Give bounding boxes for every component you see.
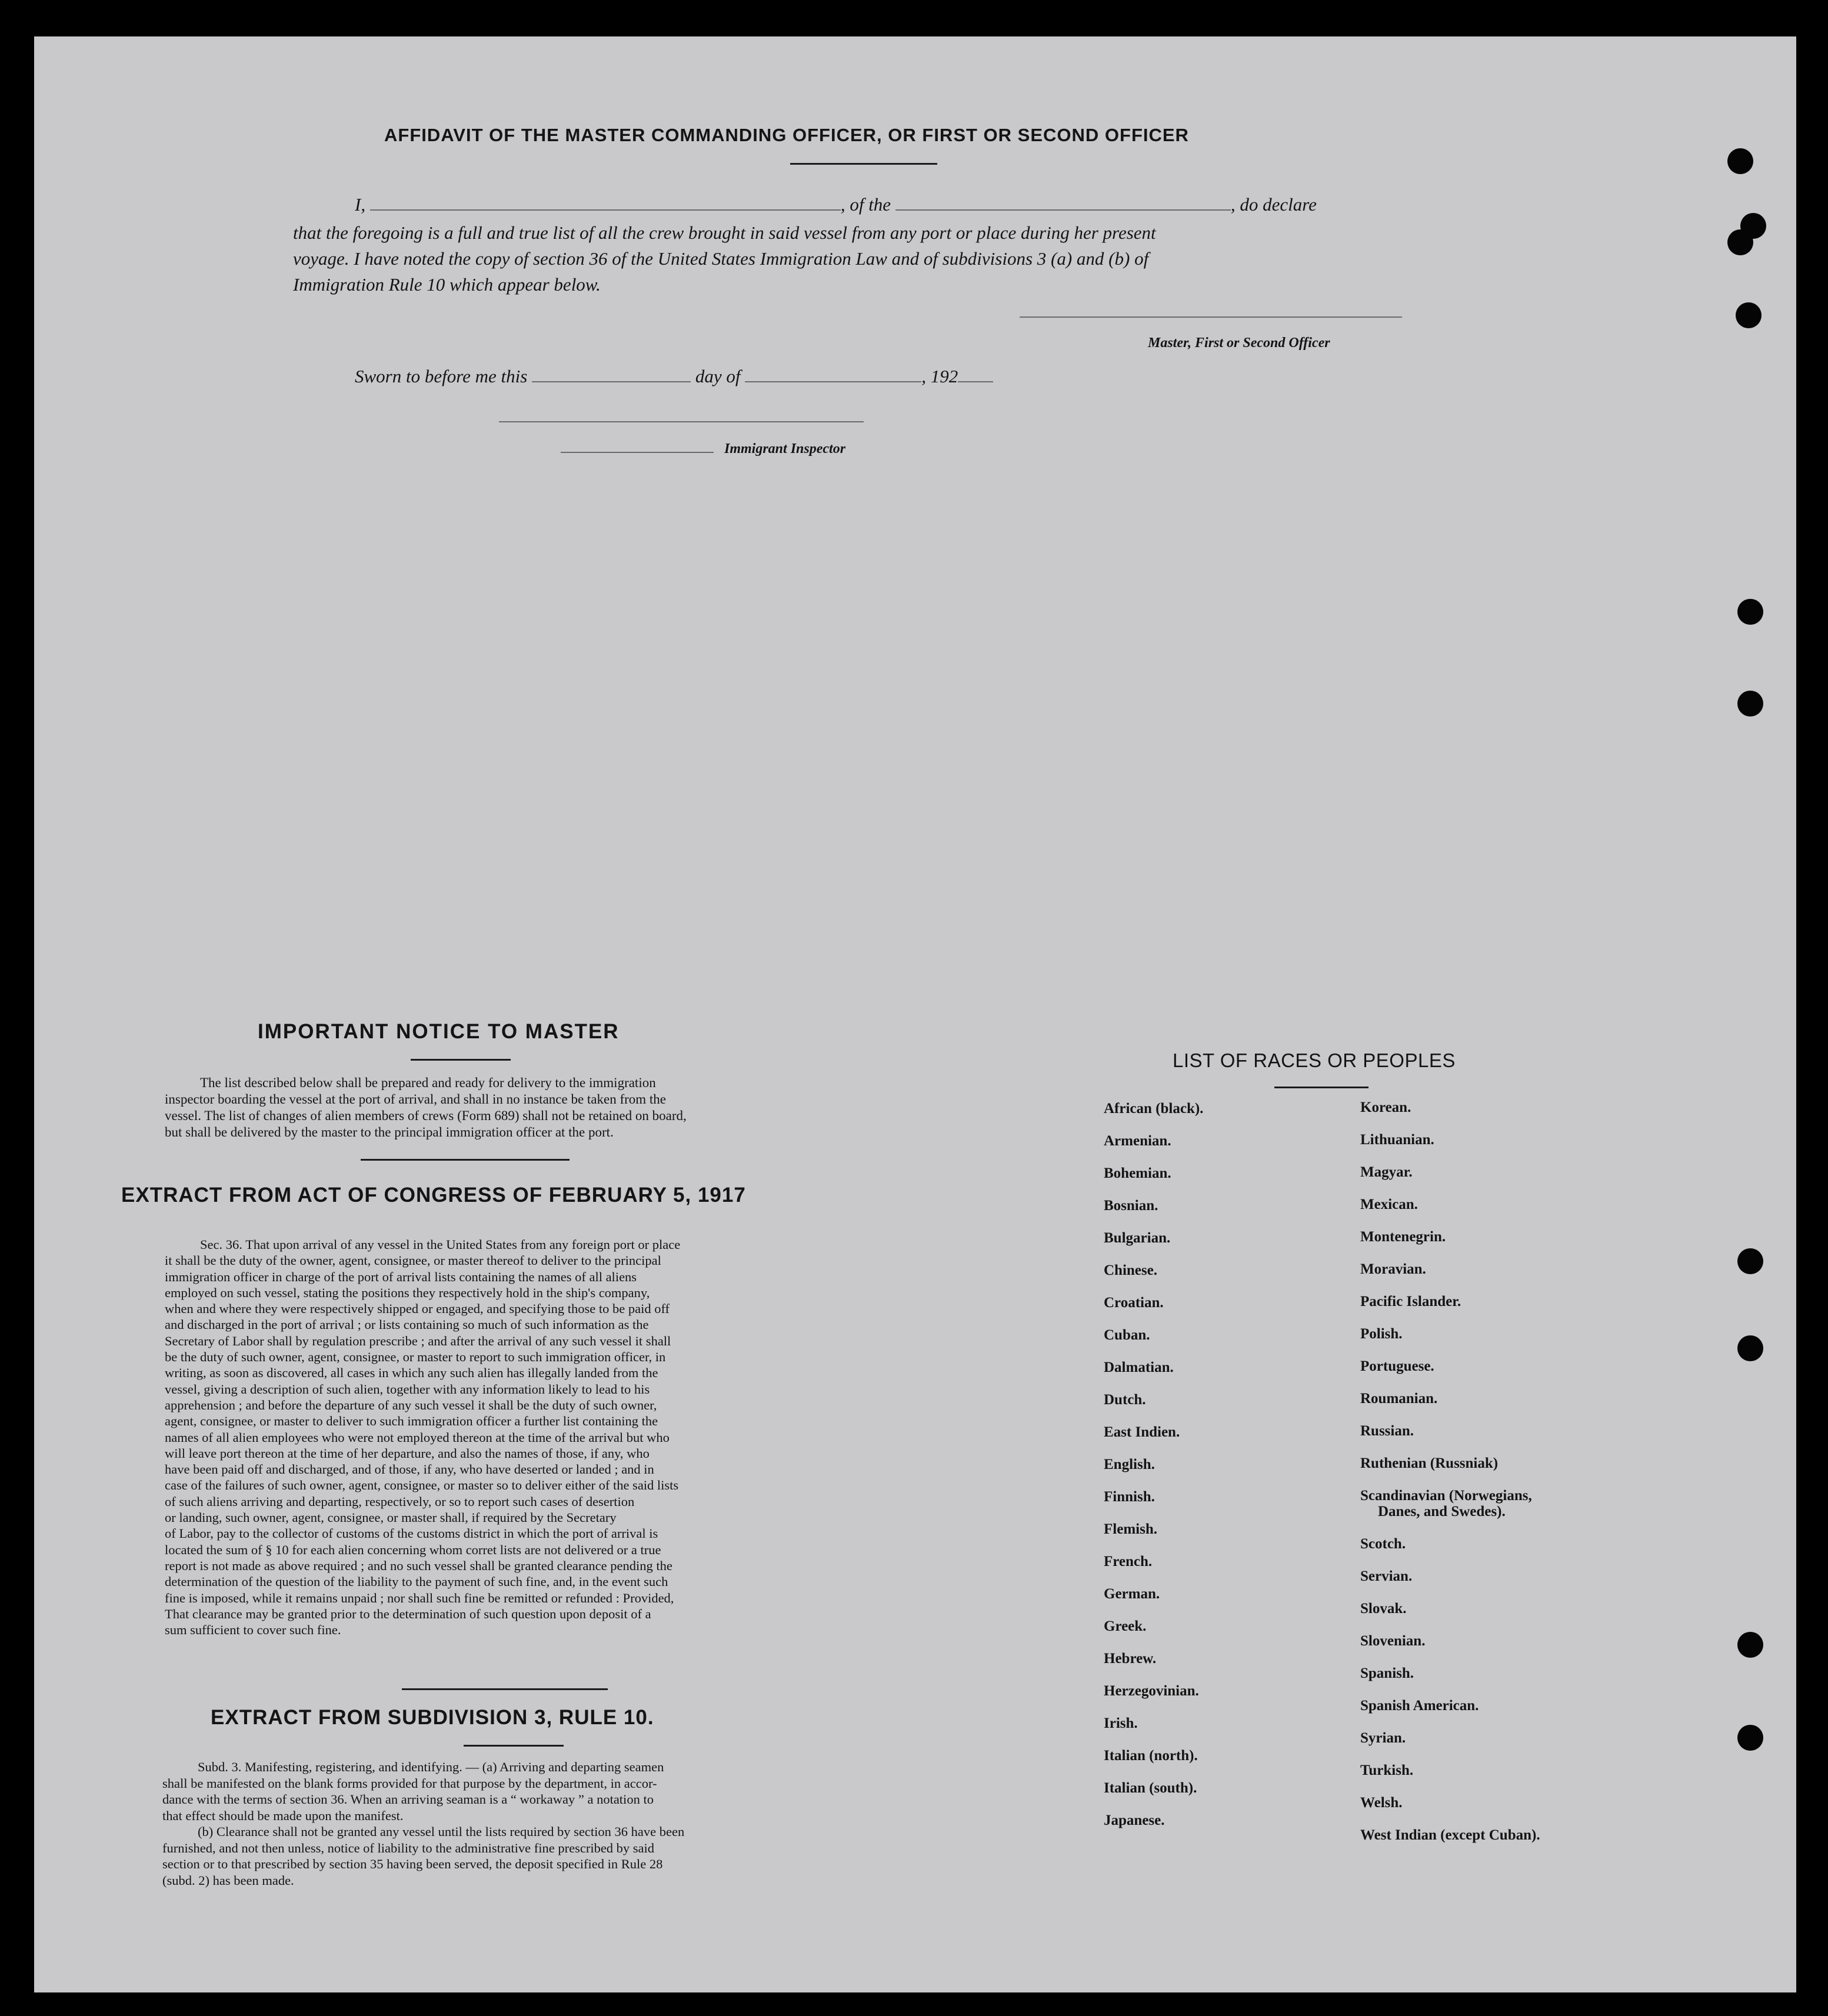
act-line: of such aliens arriving and departing, respectively, or so to report such cases of desertion	[165, 1494, 635, 1509]
act-text	[165, 1237, 841, 1638]
race-item: Turkish.	[1360, 1762, 1414, 1778]
race-item: Finnish.	[1104, 1489, 1155, 1505]
year-field	[958, 367, 993, 382]
act-rule	[402, 1688, 608, 1690]
race-item: Hebrew.	[1104, 1651, 1157, 1667]
month-field	[745, 367, 921, 382]
declaration-line	[355, 194, 1531, 215]
notice-title-rule	[411, 1059, 511, 1061]
act-line: immigration officer in charge of the port of arrival lists containing the names of all aliens	[165, 1269, 637, 1284]
body-line: that the foregoing is a full and true list of all the crew brought in said vessel from any port or place during her present	[293, 222, 1156, 243]
punch-hole	[1737, 599, 1763, 625]
races-title: LIST OF RACES OR PEOPLES	[1173, 1049, 1456, 1071]
race-item: Chinese.	[1104, 1262, 1157, 1278]
race-item: Croatian.	[1104, 1295, 1164, 1311]
act-line: and discharged in the port of arrival ; or lists containing so much of such information as the	[165, 1317, 649, 1332]
rule-line: section or to that prescribed by section 35 having been served, the deposit specified in Rule 28	[162, 1857, 663, 1871]
punch-hole	[1737, 1248, 1763, 1274]
race-item: Herzegovinian.	[1104, 1683, 1199, 1699]
race-item: English.	[1104, 1457, 1155, 1472]
race-item: Cuban.	[1104, 1327, 1150, 1343]
body-line: voyage. I have noted the copy of section 36 of the United States Immigration Law and of subdivisions 3 (a) and (b) of	[293, 248, 1149, 269]
notice-title: IMPORTANT NOTICE TO MASTER	[258, 1020, 620, 1043]
vessel-field	[895, 195, 1231, 211]
act-line: will leave port thereon at the time of her departure, and also the names of those, if any, who	[165, 1445, 650, 1461]
race-item: Polish.	[1360, 1326, 1403, 1342]
day-field	[532, 367, 691, 382]
act-line: report is not made as above required ; and no such vessel shall be granted clearance pending the	[165, 1558, 672, 1573]
punch-hole	[1727, 148, 1753, 174]
act-line: apprehension ; and before the departure of any such vessel it shall be the duty of such owner,	[165, 1397, 657, 1412]
race-item: Portuguese.	[1360, 1358, 1434, 1374]
race-item-continued: Danes, and Swedes).	[1378, 1504, 1506, 1520]
act-line: employed on such vessel, stating the positions they respectively hold in the ship's company,	[165, 1285, 650, 1300]
act-line: of Labor, pay to the collector of customs of the customs district in which the port of arrival is	[165, 1526, 658, 1541]
document-sheet	[34, 36, 1796, 1992]
notice-line: but shall be delivered by the master to the principal immigration officer at the port.	[165, 1125, 614, 1139]
races-right-column	[1360, 1099, 1643, 1859]
race-item: French.	[1104, 1554, 1153, 1570]
act-line: fine is imposed, while it remains unpaid ; nor shall such fine be remitted or refunded : Provided,	[165, 1590, 674, 1605]
race-item: Moravian.	[1360, 1261, 1426, 1277]
race-item: German.	[1104, 1586, 1160, 1602]
sworn-label: Sworn to before me this	[355, 366, 528, 386]
race-item: Irish.	[1104, 1715, 1138, 1731]
races-title-rule	[1274, 1087, 1368, 1088]
race-item: Syrian.	[1360, 1730, 1406, 1746]
act-line: or landing, such owner, agent, consignee, or master shall, if required by the Secretary	[165, 1510, 617, 1525]
race-item: Greek.	[1104, 1618, 1147, 1634]
declaration-body	[293, 220, 1440, 298]
inspector-line	[561, 452, 714, 453]
race-item: Spanish American.	[1360, 1698, 1479, 1714]
race-item: Korean.	[1360, 1099, 1411, 1115]
race-item: Japanese.	[1104, 1812, 1165, 1828]
race-item: Magyar.	[1360, 1164, 1413, 1180]
race-item: West Indian (except Cuban).	[1360, 1827, 1540, 1843]
race-item: Montenegrin.	[1360, 1229, 1446, 1245]
race-item: Italian (north).	[1104, 1748, 1198, 1764]
rule-title-rule	[464, 1745, 564, 1747]
race-item: African (black).	[1104, 1101, 1204, 1117]
race-item: Bohemian.	[1104, 1165, 1171, 1181]
rule-title: EXTRACT FROM SUBDIVISION 3, RULE 10.	[211, 1706, 654, 1729]
race-item: Russian.	[1360, 1423, 1414, 1439]
title-underline	[790, 163, 937, 165]
name-field	[370, 195, 841, 211]
act-line: it shall be the duty of the owner, agent, consignee, or master thereof to deliver to the principal	[165, 1253, 661, 1268]
act-title: EXTRACT FROM ACT OF CONGRESS OF FEBRUARY 5, 1917	[121, 1184, 746, 1207]
race-item: Flemish.	[1104, 1521, 1157, 1537]
rule-line: furnished, and not then unless, notice of liability to the administrative fine prescribed by said	[162, 1840, 655, 1855]
rule-line: (b) Clearance shall not be granted any vessel until the lists required by section 36 have been	[198, 1824, 685, 1839]
rule-line: that effect should be made upon the manifest.	[162, 1808, 404, 1823]
body-line: Immigration Rule 10 which appear below.	[293, 274, 601, 295]
signature-line	[1020, 316, 1402, 318]
race-item: Ruthenian (Russniak)	[1360, 1455, 1499, 1471]
act-line: vessel, giving a description of such alien, together with any information likely to lead to his	[165, 1381, 650, 1397]
rule-line: (subd. 2) has been made.	[162, 1872, 294, 1888]
act-line: determination of the question of the liability to the payment of such fine, and, in the event such	[165, 1574, 668, 1590]
day-of-label: day of	[695, 366, 741, 386]
act-line: sum sufficient to cover such fine.	[165, 1622, 341, 1638]
punch-hole	[1737, 1632, 1763, 1658]
race-item: Lithuanian.	[1360, 1132, 1434, 1148]
race-item: Scotch.	[1360, 1536, 1406, 1552]
race-item: Bulgarian.	[1104, 1230, 1171, 1246]
race-item: Bosnian.	[1104, 1198, 1158, 1214]
year-label: , 192	[921, 366, 958, 386]
act-line: agent, consignee, or master to deliver to such immigration officer a further list containing the	[165, 1414, 658, 1429]
race-item: Slovenian.	[1360, 1633, 1426, 1649]
act-line: Secretary of Labor shall by regulation prescribe ; and after the arrival of any such vessel it shall	[165, 1333, 671, 1348]
punch-hole	[1727, 229, 1753, 255]
race-item: Pacific Islander.	[1360, 1294, 1461, 1309]
act-line: That clearance may be granted prior to the determination of such question upon deposit of a	[165, 1606, 651, 1621]
affidavit-title: AFFIDAVIT OF THE MASTER COMMANDING OFFICER, OR FIRST OR SECOND OFFICER	[384, 125, 1189, 145]
race-item: Spanish.	[1360, 1665, 1414, 1681]
do-declare-label: , do declare	[1230, 194, 1317, 215]
act-line: names of all alien employees who were not employed thereon at the time of the arrival but who	[165, 1429, 670, 1445]
race-item: Dalmatian.	[1104, 1359, 1174, 1375]
rule-line: Subd. 3. Manifesting, registering, and identifying. — (a) Arriving and departing seamen	[198, 1760, 664, 1774]
punch-hole	[1736, 302, 1762, 328]
race-item: Armenian.	[1104, 1133, 1171, 1149]
notice-line: The list described below shall be prepared and ready for delivery to the immigration	[200, 1075, 656, 1090]
inspector-line-top	[499, 421, 864, 422]
act-line: have been paid off and discharged, and of those, if any, who have deserted or landed ; and in	[165, 1462, 654, 1477]
signature-caption: Master, First or Second Officer	[1148, 335, 1330, 351]
rule-text	[162, 1759, 845, 1888]
act-line: located the sum of § 10 for each alien concerning whom corret lists are not delivered or a true	[165, 1542, 661, 1557]
punch-hole	[1737, 1335, 1763, 1361]
act-line: be the duty of such owner, agent, consignee, or master to report to such immigration officer, in	[165, 1349, 666, 1365]
of-the-label: , of the	[840, 194, 891, 215]
punch-hole	[1737, 691, 1763, 717]
act-line: Sec. 36. That upon arrival of any vessel in the United States from any foreign port or place	[200, 1237, 681, 1252]
races-left-column	[1104, 1100, 1351, 1844]
race-item: Roumanian.	[1360, 1391, 1438, 1407]
race-item: Mexican.	[1360, 1197, 1418, 1212]
race-item: Welsh.	[1360, 1795, 1403, 1811]
race-item: East Indien.	[1104, 1424, 1180, 1440]
race-item: Italian (south).	[1104, 1780, 1197, 1796]
inspector-caption: Immigrant Inspector	[724, 441, 846, 456]
act-line: when and where they were respectively shipped or engaged, and specifying those to be paid off	[165, 1301, 670, 1317]
act-line: writing, as soon as discovered, all cases in which any such alien has illegally landed from the	[165, 1365, 658, 1381]
rule-line: dance with the terms of section 36. When an arriving seaman is a “ workaway ” a notation to	[162, 1792, 654, 1807]
i-label: I,	[355, 194, 366, 215]
punch-hole	[1737, 1725, 1763, 1751]
race-item: Scandinavian (Norwegians,	[1360, 1488, 1532, 1504]
race-item: Dutch.	[1104, 1392, 1146, 1408]
act-line: case of the failures of such owner, agent, consignee, or master so to deliver either of the said lists	[165, 1478, 679, 1493]
race-item: Servian.	[1360, 1568, 1413, 1584]
notice-text	[165, 1075, 841, 1141]
rule-line: shall be manifested on the blank forms provided for that purpose by the department, in accor-	[162, 1775, 657, 1791]
notice-line: inspector boarding the vessel at the port of arrival, and shall in no instance be taken from the	[165, 1092, 667, 1107]
race-item: Slovak.	[1360, 1601, 1407, 1617]
notice-line: vessel. The list of changes of alien members of crews (Form 689) shall not be retained on board,	[165, 1108, 687, 1123]
notice-rule	[361, 1159, 570, 1161]
sworn-line	[355, 366, 1237, 387]
